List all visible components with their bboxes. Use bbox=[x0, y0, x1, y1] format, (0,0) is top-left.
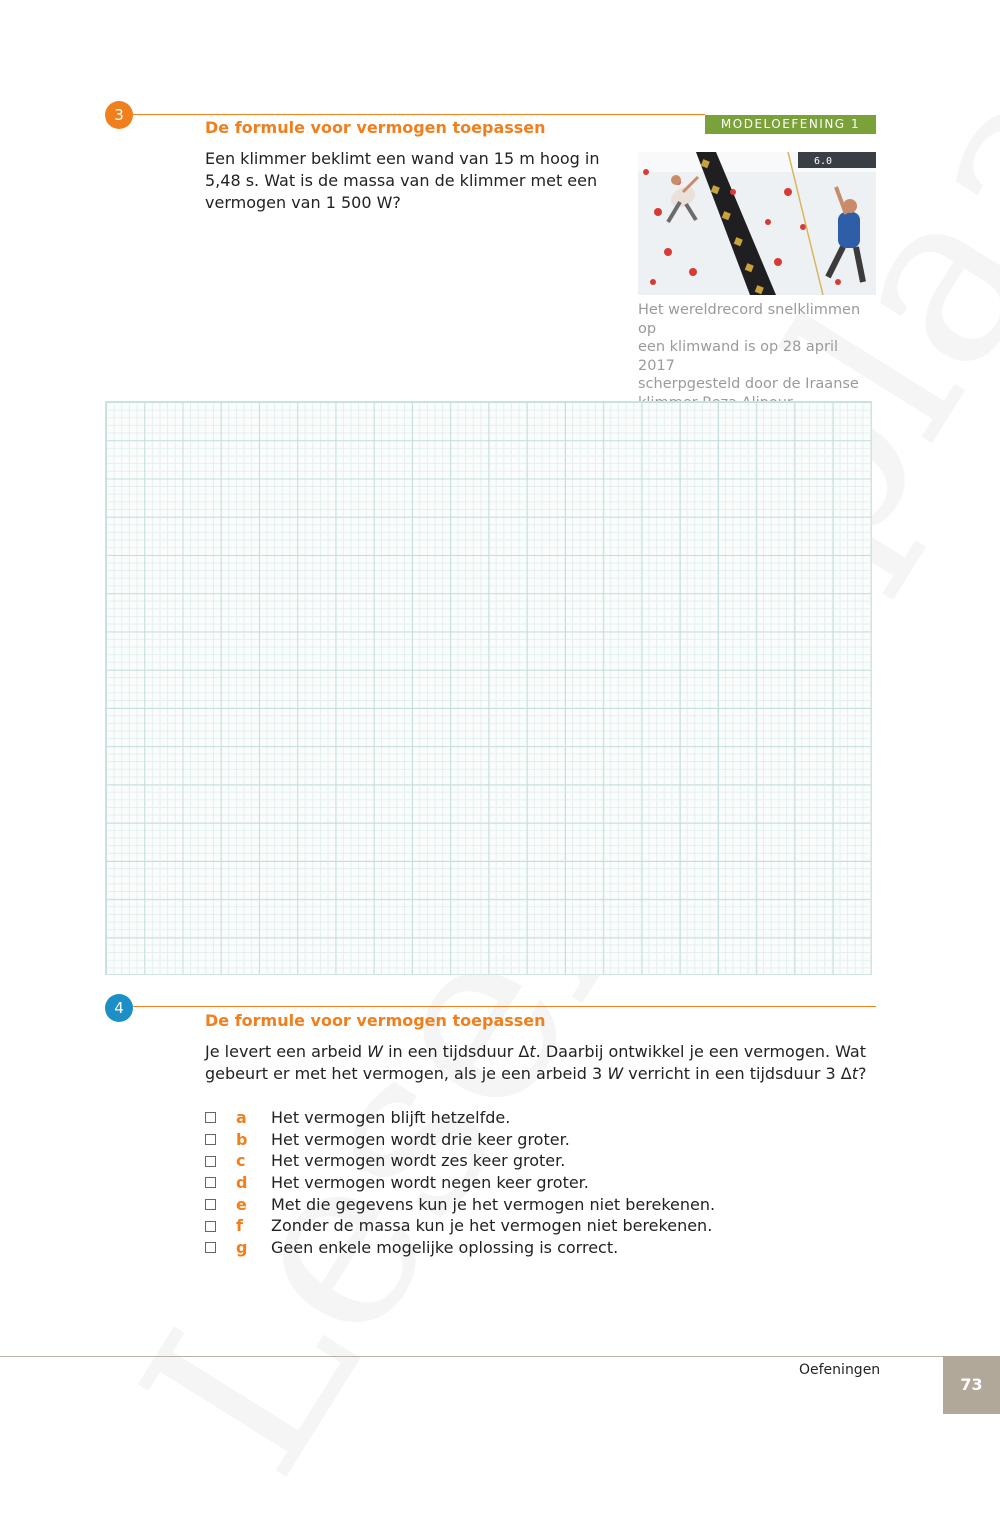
caption-line: een klimwand is op 28 april 2017 bbox=[638, 339, 839, 374]
page-number: 73 bbox=[943, 1356, 1000, 1414]
question-line: gebeurt er met het vermogen, als je een arbeid 3 W verricht in een tijdsduur 3 Δt? bbox=[205, 1064, 867, 1083]
exercise-title: De formule voor vermogen toepassen bbox=[205, 118, 546, 137]
caption-line: scherpgesteld door de Iraanse bbox=[638, 376, 859, 392]
exercise-question bbox=[205, 148, 599, 214]
checkbox[interactable] bbox=[205, 1134, 216, 1145]
photo-caption bbox=[638, 301, 878, 412]
option-text: Met die gegevens kun je het vermogen niet berekenen. bbox=[271, 1194, 716, 1214]
question-line: Je levert een arbeid W in een tijdsduur Δt. Daarbij ontwikkel je een vermogen. Wat bbox=[205, 1042, 866, 1061]
answer-grid[interactable] bbox=[105, 401, 872, 975]
checkbox[interactable] bbox=[205, 1112, 216, 1123]
question-line: Een klimmer beklimt een wand van 15 m hoog in bbox=[205, 149, 600, 168]
option-letter: d bbox=[236, 1173, 248, 1193]
exercise-question bbox=[205, 1041, 867, 1085]
question-line: 5,48 s. Wat is de massa van de klimmer met een bbox=[205, 171, 598, 190]
checkbox[interactable] bbox=[205, 1156, 216, 1167]
question-line: vermogen van 1 500 W? bbox=[205, 193, 401, 212]
climbing-photo-graphic bbox=[638, 152, 876, 295]
option-text: Het vermogen wordt negen keer groter. bbox=[271, 1173, 589, 1193]
option-d[interactable] bbox=[205, 1172, 715, 1194]
model-exercise-tag bbox=[705, 115, 876, 134]
exercise-number: 4 bbox=[114, 999, 124, 1017]
footer-section-label: Oefeningen bbox=[799, 1362, 881, 1378]
photo-timer: 6.0 bbox=[814, 156, 833, 167]
option-text: Zonder de massa kun je het vermogen niet berekenen. bbox=[271, 1216, 713, 1236]
tag-number: 1 bbox=[850, 117, 861, 131]
option-letter: a bbox=[236, 1108, 247, 1127]
option-letter: e bbox=[236, 1194, 247, 1214]
exercise-rule bbox=[133, 114, 705, 115]
option-text: Geen enkele mogelijke oplossing is correct. bbox=[271, 1238, 619, 1258]
option-text: Het vermogen wordt drie keer groter. bbox=[271, 1129, 570, 1149]
option-f[interactable] bbox=[205, 1215, 715, 1237]
option-letter: c bbox=[236, 1151, 246, 1171]
exercise-number: 3 bbox=[114, 106, 124, 124]
answer-options bbox=[205, 1107, 715, 1259]
option-letter: b bbox=[236, 1129, 248, 1149]
option-e[interactable] bbox=[205, 1194, 715, 1216]
timer-board bbox=[798, 152, 876, 168]
checkbox[interactable] bbox=[205, 1221, 216, 1232]
option-a[interactable] bbox=[205, 1107, 715, 1129]
checkbox[interactable] bbox=[205, 1199, 216, 1210]
caption-line: Het wereldrecord snelklimmen op bbox=[638, 302, 861, 337]
footer-rule bbox=[0, 1356, 943, 1357]
exercise-rule bbox=[133, 1006, 876, 1007]
checkbox[interactable] bbox=[205, 1242, 216, 1253]
tag-label: MODELOEFENING bbox=[720, 117, 846, 131]
option-letter: f bbox=[236, 1216, 243, 1236]
option-c[interactable] bbox=[205, 1150, 715, 1172]
climbing-photo bbox=[638, 152, 876, 295]
option-letter: g bbox=[236, 1238, 248, 1258]
option-b[interactable] bbox=[205, 1129, 715, 1151]
exercise-number-badge-blue bbox=[105, 994, 133, 1022]
checkbox[interactable] bbox=[205, 1177, 216, 1188]
option-text: Het vermogen blijft hetzelfde. bbox=[271, 1108, 511, 1127]
exercise-title: De formule voor vermogen toepassen bbox=[205, 1011, 546, 1030]
exercise-number-badge bbox=[105, 101, 133, 129]
option-g[interactable] bbox=[205, 1237, 715, 1259]
option-text: Het vermogen wordt zes keer groter. bbox=[271, 1151, 566, 1171]
